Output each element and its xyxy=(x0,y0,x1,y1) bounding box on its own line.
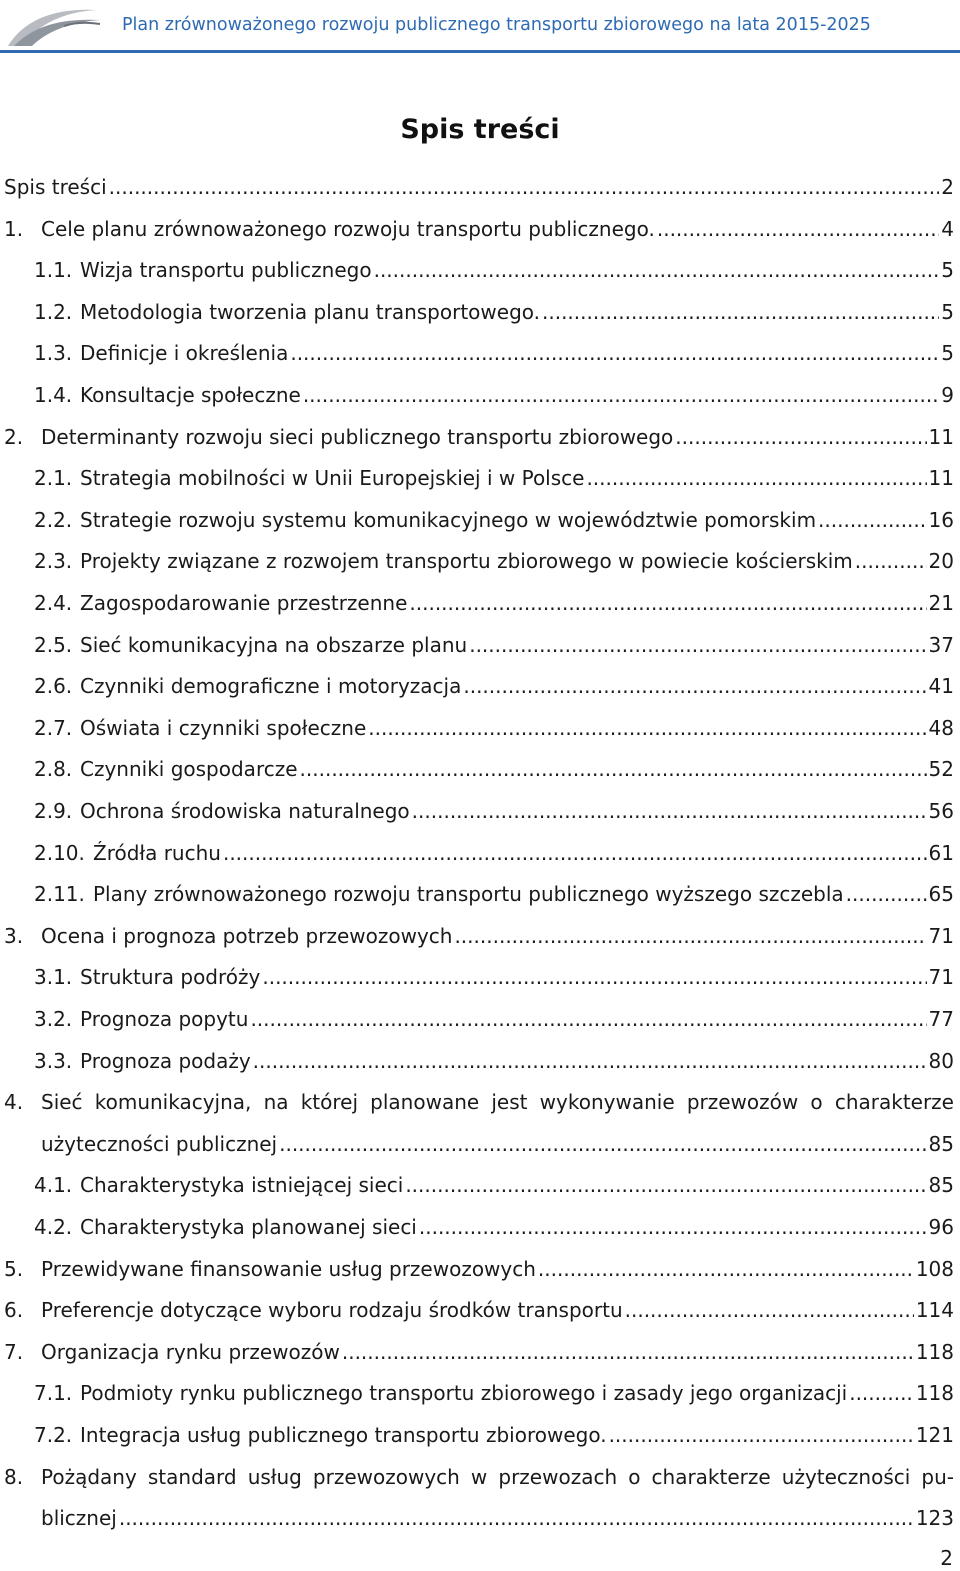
toc-entry-title: Czynniki gospodarcze xyxy=(80,757,298,781)
toc-entry-number: 3. xyxy=(4,924,24,948)
page-number: 2 xyxy=(940,1546,953,1570)
toc-entry[interactable] xyxy=(0,416,960,458)
toc-entry-number: 1.3. xyxy=(34,341,73,365)
toc-entry-title: Strategia mobilności w Unii Europejskiej i w Polsce xyxy=(80,466,585,490)
toc-entry-title: Projekty związane z rozwojem transportu zbiorowego w powiecie kościerskim xyxy=(80,549,853,573)
toc-entry-line xyxy=(93,873,954,915)
toc-entry-number: 6. xyxy=(4,1298,24,1322)
toc-dot-leader xyxy=(412,790,927,832)
toc-dot-leader xyxy=(342,1331,914,1373)
toc-entry-line xyxy=(80,998,954,1040)
toc-entry-line xyxy=(41,1331,954,1373)
toc-dot-leader xyxy=(303,374,939,416)
toc-entry-number: 2.10. xyxy=(34,841,85,865)
toc-entry-number: 4. xyxy=(4,1090,24,1114)
toc-entry-line xyxy=(80,956,954,998)
toc-entry[interactable] xyxy=(0,1289,960,1331)
toc-entry-line xyxy=(80,1372,954,1414)
page-title: Spis treści xyxy=(400,114,560,145)
toc-entry-line xyxy=(80,457,954,499)
toc-entry-page: 85 xyxy=(928,1173,954,1197)
toc-entry-page: 5 xyxy=(941,258,954,282)
toc-entry-number: 2.11. xyxy=(34,882,85,906)
toc-entry-title: Czynniki demograficzne i motoryzacja xyxy=(80,674,462,698)
toc-dot-leader xyxy=(262,956,926,998)
toc-dot-leader xyxy=(846,873,927,915)
toc-entry-line xyxy=(93,832,954,874)
toc-entry-title: Metodologia tworzenia planu transportowego. xyxy=(80,300,540,324)
toc-entry-page: 52 xyxy=(928,757,954,781)
toc-entry[interactable] xyxy=(0,332,960,374)
toc-entry-page: 2 xyxy=(941,175,954,199)
toc-dot-leader xyxy=(609,1414,914,1456)
toc-entry[interactable] xyxy=(0,1164,960,1206)
toc-entry-title: Strategie rozwoju systemu komunikacyjnego w województwie pomorskim xyxy=(80,508,817,532)
toc-entry[interactable] xyxy=(0,208,960,250)
toc-entry-page: 56 xyxy=(928,799,954,823)
toc-dot-leader xyxy=(368,707,926,749)
toc-entry-number: 2.4. xyxy=(34,591,73,615)
toc-entry[interactable] xyxy=(0,1081,960,1123)
toc-entry-number: 2.9. xyxy=(34,799,73,823)
toc-entry[interactable] xyxy=(0,582,960,624)
toc-entry[interactable] xyxy=(0,748,960,790)
toc-dot-leader xyxy=(223,832,927,874)
toc-entry-page: 114 xyxy=(915,1298,954,1322)
toc-entry-line xyxy=(80,1164,954,1206)
toc-entry[interactable] xyxy=(0,1040,960,1082)
toc-entry[interactable] xyxy=(0,707,960,749)
toc-entry[interactable] xyxy=(0,1372,960,1414)
toc-entry-title: Ocena i prognoza potrzeb przewozowych xyxy=(41,924,453,948)
toc-entry-title: Integracja usług publicznego transportu zbiorowego. xyxy=(80,1423,607,1447)
toc-entry-line xyxy=(80,748,954,790)
toc-entry-line xyxy=(80,790,954,832)
toc-entry-page: 9 xyxy=(941,383,954,407)
toc-entry-number: 1.4. xyxy=(34,383,73,407)
toc-entry-title: Pożądany standard usług przewozowych w przewozach o charakterze użyteczności pu- xyxy=(41,1465,954,1489)
toc-dot-leader xyxy=(454,915,926,957)
toc-entry-line xyxy=(41,1497,954,1539)
toc-entry-title: Plany zrównoważonego rozwoju transportu publicznego wyższego szczebla xyxy=(93,882,844,906)
toc-entry-number: 5. xyxy=(4,1257,24,1281)
toc-entry-number: 2. xyxy=(4,425,24,449)
toc-entry-number: 2.2. xyxy=(34,508,73,532)
page-header xyxy=(0,0,960,56)
toc-entry-page: 20 xyxy=(928,549,954,573)
toc-entry-line xyxy=(41,1289,954,1331)
toc-entry-line xyxy=(80,374,954,416)
toc-entry[interactable] xyxy=(0,249,960,291)
toc-entry[interactable] xyxy=(0,457,960,499)
toc-entry-title: Źródła ruchu xyxy=(93,841,221,865)
toc-dot-leader xyxy=(405,1164,926,1206)
toc-entry-title: Determinanty rozwoju sieci publicznego transportu zbiorowego xyxy=(41,425,674,449)
toc-entry-number: 3.3. xyxy=(34,1049,73,1073)
toc-dot-leader xyxy=(290,332,939,374)
toc-entry-number: 2.5. xyxy=(34,633,73,657)
toc-entry-number: 2.1. xyxy=(34,466,73,490)
toc-dot-leader xyxy=(250,998,926,1040)
toc-entry-page: 11 xyxy=(928,425,954,449)
toc-entry-title: Charakterystyka istniejącej sieci xyxy=(80,1173,404,1197)
toc-entry-title: Prognoza popytu xyxy=(80,1007,249,1031)
toc-entry-page: 71 xyxy=(928,965,954,989)
toc-entry-page: 21 xyxy=(928,591,954,615)
toc-entry-page: 77 xyxy=(928,1007,954,1031)
toc-dot-leader xyxy=(657,208,939,250)
toc-entry-title: Prognoza podaży xyxy=(80,1049,251,1073)
toc-entry-page: 5 xyxy=(941,341,954,365)
toc-entry-page: 16 xyxy=(928,508,954,532)
toc-entry-number: 2.8. xyxy=(34,757,73,781)
toc-entry-title: Sieć komunikacyjna, na której planowane jest wykonywanie przewozów o charakterze xyxy=(41,1090,954,1114)
toc-entry-page: 121 xyxy=(915,1423,954,1447)
toc-entry[interactable] xyxy=(0,291,960,333)
toc-entry-page: 96 xyxy=(928,1215,954,1239)
toc-entry-page: 123 xyxy=(915,1506,954,1530)
toc-entry-number: 2.3. xyxy=(34,549,73,573)
toc-entry[interactable] xyxy=(0,166,960,208)
toc-entry-title: Ochrona środowiska naturalnego xyxy=(80,799,410,823)
toc-entry[interactable] xyxy=(0,665,960,707)
toc-entry-line xyxy=(80,1040,954,1082)
toc-dot-leader xyxy=(279,1123,926,1165)
toc-entry[interactable] xyxy=(0,624,960,666)
toc-dot-leader xyxy=(818,499,927,541)
toc-entry[interactable] xyxy=(0,540,960,582)
toc-dot-leader xyxy=(469,624,926,666)
toc-entry[interactable] xyxy=(0,1414,960,1456)
toc-dot-leader xyxy=(855,540,927,582)
toc-entry[interactable] xyxy=(0,832,960,874)
toc-entry-continuation[interactable] xyxy=(0,1497,960,1539)
toc-dot-leader xyxy=(625,1289,914,1331)
toc-entry-line xyxy=(80,540,954,582)
toc-entry-number: 1. xyxy=(4,217,24,241)
toc-entry-page: 4 xyxy=(941,217,954,241)
toc-entry-title: Organizacja rynku przewozów xyxy=(41,1340,340,1364)
toc-entry-continuation[interactable] xyxy=(0,1123,960,1165)
toc-entry-title: Wizja transportu publicznego xyxy=(80,258,372,282)
toc-entry-line xyxy=(80,582,954,624)
toc-entry-title: Charakterystyka planowanej sieci xyxy=(80,1215,417,1239)
toc-entry-page: 85 xyxy=(928,1132,954,1156)
toc-dot-leader xyxy=(538,1248,914,1290)
toc-entry-page: 37 xyxy=(928,633,954,657)
toc-dot-leader xyxy=(586,457,926,499)
toc-dot-leader xyxy=(109,166,940,208)
toc-entry[interactable] xyxy=(0,873,960,915)
toc-entry-line xyxy=(80,332,954,374)
toc-entry-title: Zagospodarowanie przestrzenne xyxy=(80,591,408,615)
toc-entry-line xyxy=(41,1123,954,1165)
toc-dot-leader xyxy=(119,1497,914,1539)
toc-dot-leader xyxy=(409,582,926,624)
toc-dot-leader xyxy=(419,1206,927,1248)
toc-entry[interactable] xyxy=(0,790,960,832)
toc-entry-number: 7. xyxy=(4,1340,24,1364)
toc-entry-number: 3.2. xyxy=(34,1007,73,1031)
toc-entry-number: 7.2. xyxy=(34,1423,73,1447)
toc-entry-title: Preferencje dotyczące wyboru rodzaju środków transportu xyxy=(41,1298,623,1322)
toc-entry-page: 118 xyxy=(915,1340,954,1364)
toc-entry-page: 65 xyxy=(928,882,954,906)
header-title: Plan zrównoważonego rozwoju publicznego transportu zbiorowego na lata 2015-2025 xyxy=(122,15,871,35)
toc-entry-number: 3.1. xyxy=(34,965,73,989)
toc-entry-title: Struktura podróży xyxy=(80,965,261,989)
toc-entry[interactable] xyxy=(0,915,960,957)
toc-entry[interactable] xyxy=(0,1206,960,1248)
toc-entry-title: Konsultacje społeczne xyxy=(80,383,301,407)
toc-entry-line xyxy=(41,208,954,250)
toc-entry-number: 8. xyxy=(4,1465,24,1489)
toc-entry-number: 7.1. xyxy=(34,1381,73,1405)
toc-entry-title: Spis treści xyxy=(4,175,107,199)
toc-entry-title: Podmioty rynku publicznego transportu zbiorowego i zasady jego organizacji xyxy=(80,1381,848,1405)
toc-entry-number: 2.7. xyxy=(34,716,73,740)
toc-entry-line xyxy=(41,416,954,458)
toc-entry-title: Oświata i czynniki społeczne xyxy=(80,716,367,740)
toc-entry-page: 118 xyxy=(915,1381,954,1405)
toc-entry[interactable] xyxy=(0,1248,960,1290)
toc-entry-page: 108 xyxy=(915,1257,954,1281)
toc-entry-line xyxy=(80,249,954,291)
toc-entry[interactable] xyxy=(0,374,960,416)
header-rule xyxy=(0,50,960,53)
toc-entry-line xyxy=(80,624,954,666)
toc-dot-leader xyxy=(463,665,926,707)
toc-entry-page: 11 xyxy=(928,466,954,490)
toc-entry-title: Cele planu zrównoważonego rozwoju transportu publicznego. xyxy=(41,217,655,241)
toc-dot-leader xyxy=(253,1040,927,1082)
toc-entry-title-continued: użyteczności publicznej xyxy=(41,1132,278,1156)
toc-dot-leader xyxy=(849,1372,914,1414)
toc-entry[interactable] xyxy=(0,956,960,998)
toc-entry-page: 80 xyxy=(928,1049,954,1073)
toc-entry-title: Definicje i określenia xyxy=(80,341,289,365)
toc-entry-page: 71 xyxy=(928,924,954,948)
toc-entry-page: 5 xyxy=(941,300,954,324)
toc-dot-leader xyxy=(300,748,927,790)
toc-entry-page: 61 xyxy=(928,841,954,865)
toc-dot-leader xyxy=(675,416,926,458)
toc-entry-line xyxy=(41,915,954,957)
toc-dot-leader xyxy=(542,291,939,333)
toc-entry-line xyxy=(4,166,954,208)
logo-swoosh-icon xyxy=(4,2,104,50)
toc-entry[interactable] xyxy=(0,499,960,541)
toc-entry-title: Sieć komunikacyjna na obszarze planu xyxy=(80,633,468,657)
toc-entry-number: 1.1. xyxy=(34,258,73,282)
toc-entry-number: 4.2. xyxy=(34,1215,73,1239)
toc-entry-line xyxy=(80,1206,954,1248)
toc-entry-number: 2.6. xyxy=(34,674,73,698)
toc-dot-leader xyxy=(374,249,940,291)
toc-entry-line xyxy=(41,1248,954,1290)
toc-entry-number: 4.1. xyxy=(34,1173,73,1197)
toc-entry-title: Przewidywane finansowanie usług przewozowych xyxy=(41,1257,536,1281)
toc-entry-line xyxy=(80,1414,954,1456)
toc-entry-line xyxy=(80,291,954,333)
toc-entry-number: 1.2. xyxy=(34,300,73,324)
toc-entry[interactable] xyxy=(0,998,960,1040)
toc-entry-line xyxy=(80,707,954,749)
toc-entry-line xyxy=(80,499,954,541)
toc-entry-line xyxy=(80,665,954,707)
toc-entry-title-continued: blicznej xyxy=(41,1506,117,1530)
toc-entry-page: 41 xyxy=(928,674,954,698)
toc-entry[interactable] xyxy=(0,1331,960,1373)
toc-entry-page: 48 xyxy=(928,716,954,740)
toc-entry[interactable] xyxy=(0,1456,960,1498)
